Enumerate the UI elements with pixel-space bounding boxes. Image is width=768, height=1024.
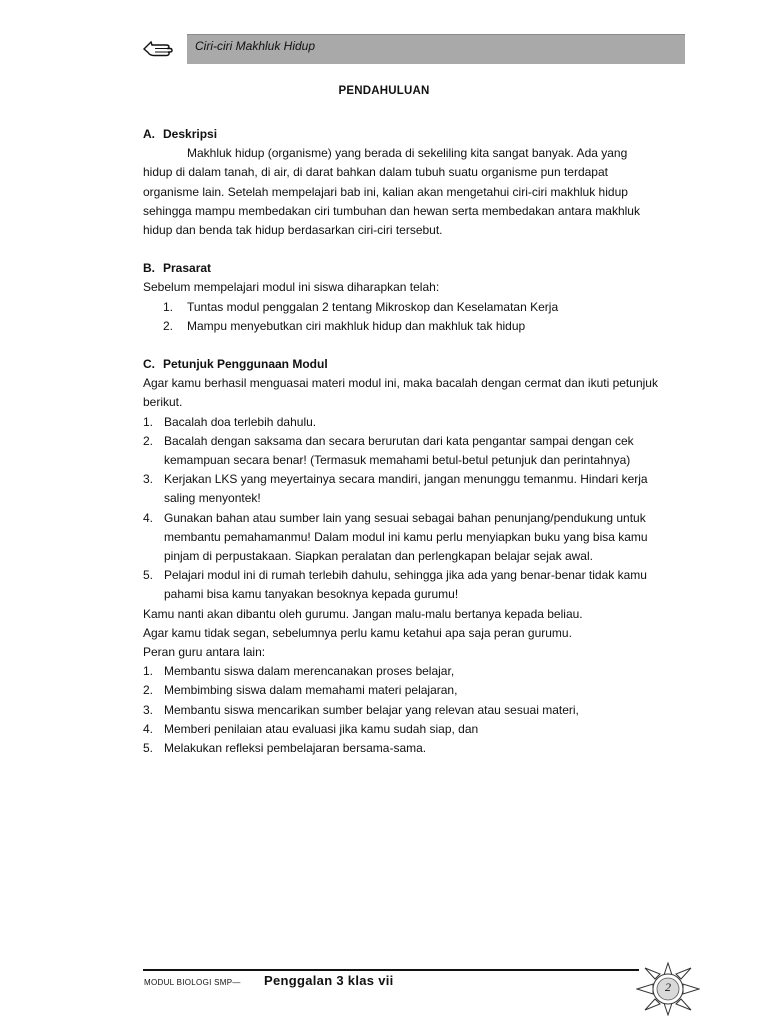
section-a-paragraph: Makhluk hidup (organisme) yang berada di sekeliling kita sangat banyak. Ada yang hidup di dalam tanah, di air, di darat bahkan dalam tubuh suatu organisme pun terdapat organisme lain. Setelah mempelajari bab ini, kalian akan mengetahui ciri-ciri makhluk hidup sehingga mampu membedakan ciri tumbuhan dan hewan serta membedakan antara makhluk hidup dan benda tak hidup berdasarkan ciri-ciri tersebut. <box>143 146 640 238</box>
list-item <box>143 298 658 317</box>
list-item <box>143 432 658 470</box>
section-b-title <box>143 259 658 278</box>
list-number: 2. <box>143 433 154 448</box>
footer-module-label: MODUL BIOLOGI SMP— <box>144 978 241 987</box>
list-number: 2. <box>163 318 174 333</box>
header-title: Ciri-ciri Makhluk Hidup <box>195 39 316 53</box>
footer-rule <box>143 969 639 971</box>
section-a-title <box>143 125 658 144</box>
list-item <box>143 701 658 720</box>
list-number: 5. <box>143 741 154 756</box>
list-text: Membimbing siswa dalam memahami materi pelajaran, <box>164 683 458 698</box>
text-line: Peran guru antara lain: <box>143 645 266 660</box>
page-heading: PENDAHULUAN <box>338 85 430 97</box>
list-text: Kerjakan LKS yang meyertainya secara mandiri, jangan menunggu temanmu. Hindari kerja saling menyontek! <box>164 472 648 506</box>
list-number: 5. <box>143 568 154 583</box>
document-body <box>143 125 658 758</box>
section-b-letter: B. <box>143 261 155 276</box>
list-text: Melakukan refleksi pembelajaran bersama-sama. <box>164 741 427 756</box>
section-c-label: Petunjuk Penggunaan Modul <box>163 357 328 372</box>
list-text: Bacalah dengan saksama dan secara berurutan dari kata pengantar sampai dengan cek kemampuan secara benar! (Termasuk memahami betul-betul petunjuk dan perintahnya) <box>164 433 634 468</box>
list-number: 2. <box>143 683 154 698</box>
list-item <box>143 317 658 336</box>
list-number: 4. <box>143 721 154 736</box>
list-item <box>143 739 658 758</box>
list-item <box>143 470 658 508</box>
list-number: 1. <box>143 664 154 679</box>
section-b-label: Prasarat <box>163 261 212 276</box>
list-text: Membantu siswa mencarikan sumber belajar yang relevan atau sesuai materi, <box>164 702 579 717</box>
text-line: Agar kamu tidak segan, sebelumnya perlu kamu ketahui apa saja peran gurumu. <box>143 625 572 640</box>
list-item <box>143 662 658 681</box>
list-item <box>143 681 658 700</box>
list-item <box>143 720 658 739</box>
list-text: Memberi penilaian atau evaluasi jika kamu sudah siap, dan <box>164 721 479 736</box>
section-b-intro: Sebelum mempelajari modul ini siswa diharapkan telah: <box>143 280 440 295</box>
list-text: Membantu siswa dalam merencanakan proses belajar, <box>164 664 455 679</box>
list-text: Tuntas modul penggalan 2 tentang Mikroskop dan Keselamatan Kerja <box>187 299 559 314</box>
list-number: 3. <box>143 702 154 717</box>
section-c-letter: C. <box>143 357 155 372</box>
list-text: Bacalah doa terlebih dahulu. <box>164 414 317 429</box>
page-number: 2 <box>665 980 671 994</box>
list-item <box>143 413 658 432</box>
footer-section-label: Penggalan 3 klas vii <box>264 973 394 988</box>
section-c-intro: Agar kamu berhasil menguasai materi modul ini, maka bacalah dengan cermat dan ikuti petunjuk berikut. <box>143 376 658 410</box>
list-item <box>143 509 658 567</box>
list-text: Pelajari modul ini di rumah terlebih dahulu, sehingga jika ada yang benar-benar tidak kamu pahami bisa kamu tanyakan besoknya kepada gurumu! <box>164 568 647 602</box>
list-number: 3. <box>143 472 154 487</box>
list-item <box>143 566 658 604</box>
section-a-label: Deskripsi <box>163 127 218 141</box>
list-text: Gunakan bahan atau sumber lain yang sesuai sebagai bahan penunjang/pendukung untuk membantu pemahamanmu! Dalam modul ini kamu perlu menyiapkan buku yang bisa kamu pinjam di perpustakaan. Siapkan peralatan dan perlengkapan belajar sejak awal. <box>164 510 648 564</box>
list-number: 1. <box>163 299 174 314</box>
section-c-title <box>143 355 658 374</box>
header-bar <box>187 34 685 64</box>
text-line: Kamu nanti akan dibantu oleh gurumu. Jangan malu-malu bertanya kepada beliau. <box>143 606 583 621</box>
pointing-hand-icon <box>142 36 174 58</box>
section-a-letter: A. <box>143 127 155 141</box>
list-number: 1. <box>143 414 154 429</box>
list-text: Mampu menyebutkan ciri makhluk hidup dan makhluk tak hidup <box>187 318 526 333</box>
list-number: 4. <box>143 510 154 525</box>
